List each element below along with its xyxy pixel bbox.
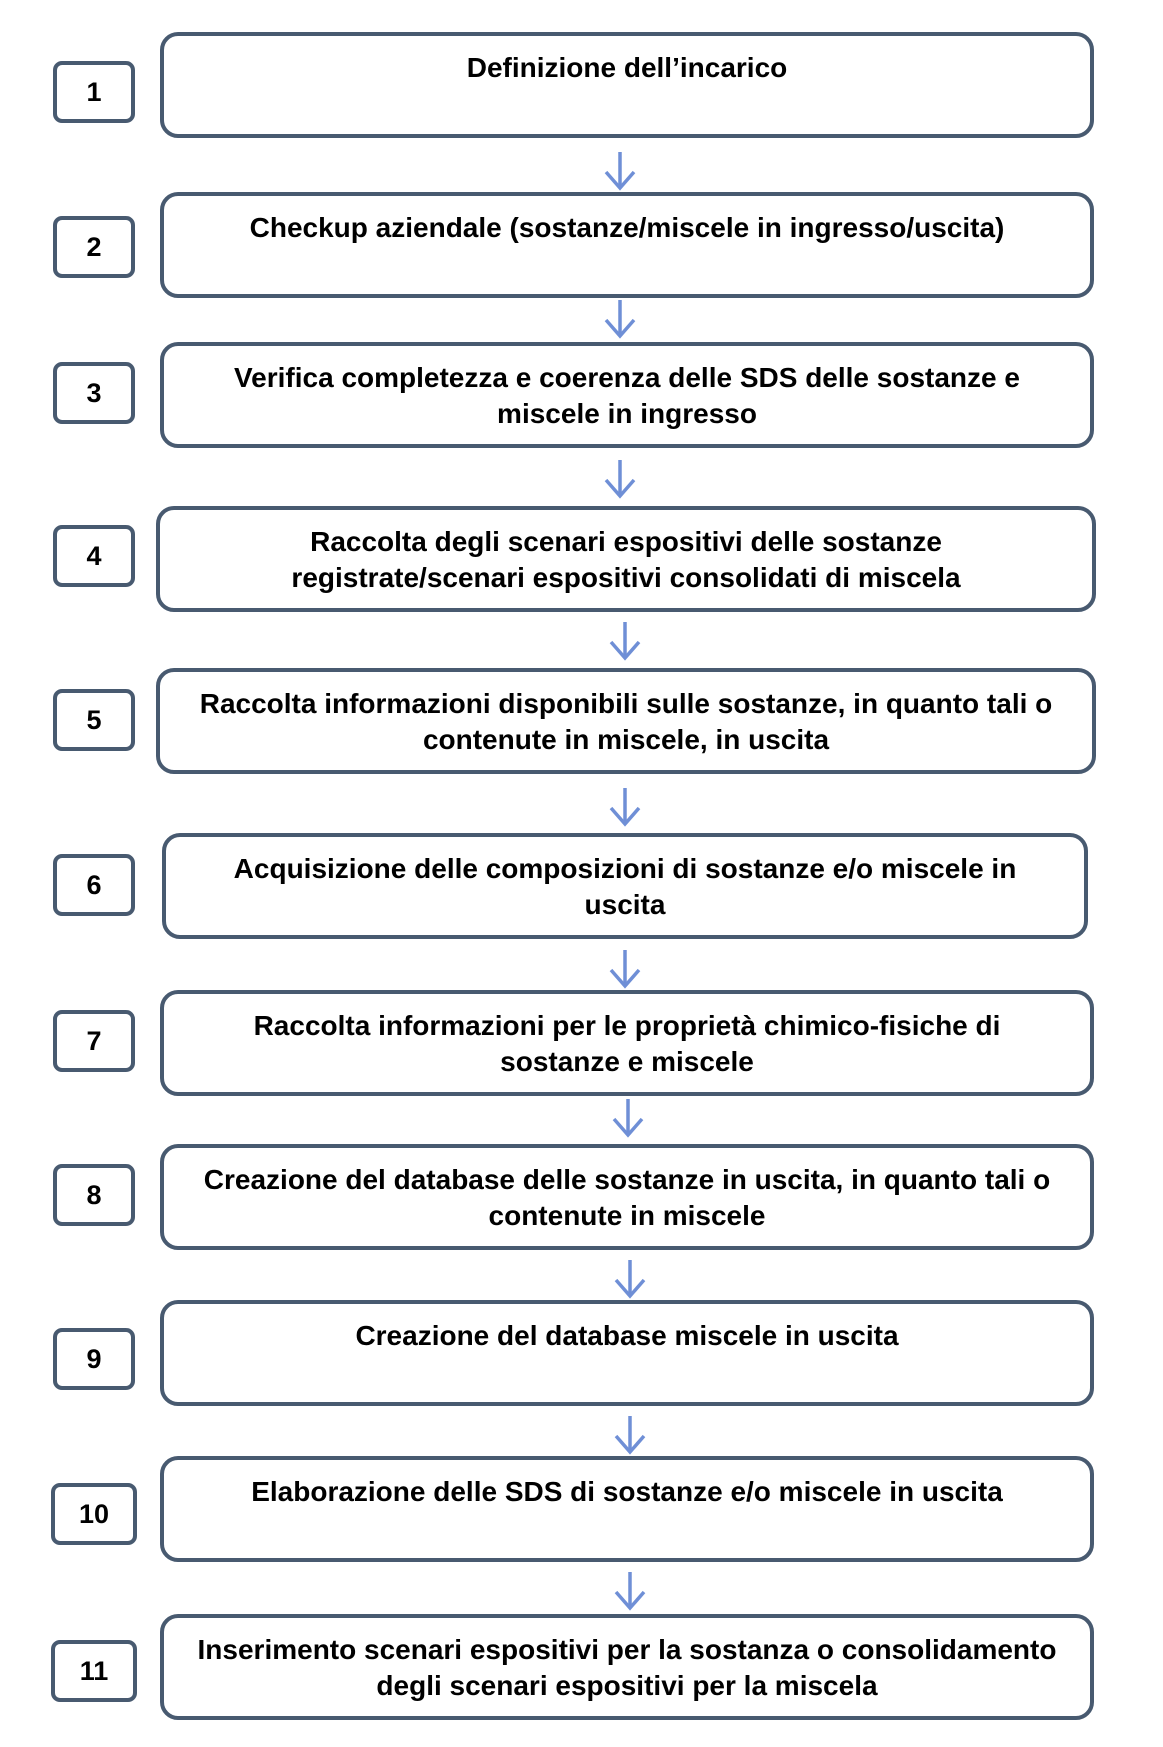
step-number-5: 5 <box>53 689 135 751</box>
step-number-2: 2 <box>53 216 135 278</box>
arrow-down-icon <box>605 620 645 662</box>
arrow-down-icon <box>600 298 640 340</box>
arrow-down-icon <box>610 1258 650 1300</box>
step-box-8: Creazione del database delle sostanze in uscita, in quanto tali o contenute in miscele <box>160 1144 1094 1250</box>
step-box-11: Inserimento scenari espositivi per la sostanza o consolidamento degli scenari espositivi per la miscela <box>160 1614 1094 1720</box>
arrow-down-icon <box>600 150 640 192</box>
step-number-8: 8 <box>53 1164 135 1226</box>
step-number-7: 7 <box>53 1010 135 1072</box>
step-number-3: 3 <box>53 362 135 424</box>
step-box-2: Checkup aziendale (sostanze/miscele in ingresso/uscita) <box>160 192 1094 298</box>
arrow-down-icon <box>608 1097 648 1139</box>
step-box-10: Elaborazione delle SDS di sostanze e/o miscele in uscita <box>160 1456 1094 1562</box>
step-box-7: Raccolta informazioni per le proprietà chimico-fisiche di sostanze e miscele <box>160 990 1094 1096</box>
step-box-6: Acquisizione delle composizioni di sostanze e/o miscele in uscita <box>162 833 1088 939</box>
arrow-down-icon <box>600 458 640 500</box>
arrow-down-icon <box>610 1414 650 1456</box>
step-number-4: 4 <box>53 525 135 587</box>
step-number-1: 1 <box>53 61 135 123</box>
step-number-6: 6 <box>53 854 135 916</box>
arrow-down-icon <box>605 786 645 828</box>
step-box-5: Raccolta informazioni disponibili sulle sostanze, in quanto tali o contenute in miscele, in uscita <box>156 668 1096 774</box>
step-number-11: 11 <box>51 1640 137 1702</box>
step-box-9: Creazione del database miscele in uscita <box>160 1300 1094 1406</box>
step-number-10: 10 <box>51 1483 137 1545</box>
arrow-down-icon <box>605 948 645 990</box>
step-box-3: Verifica completezza e coerenza delle SDS delle sostanze e miscele in ingresso <box>160 342 1094 448</box>
step-box-1: Definizione dell’incarico <box>160 32 1094 138</box>
step-number-9: 9 <box>53 1328 135 1390</box>
step-box-4: Raccolta degli scenari espositivi delle sostanze registrate/scenari espositivi consolidati di miscela <box>156 506 1096 612</box>
arrow-down-icon <box>610 1570 650 1612</box>
